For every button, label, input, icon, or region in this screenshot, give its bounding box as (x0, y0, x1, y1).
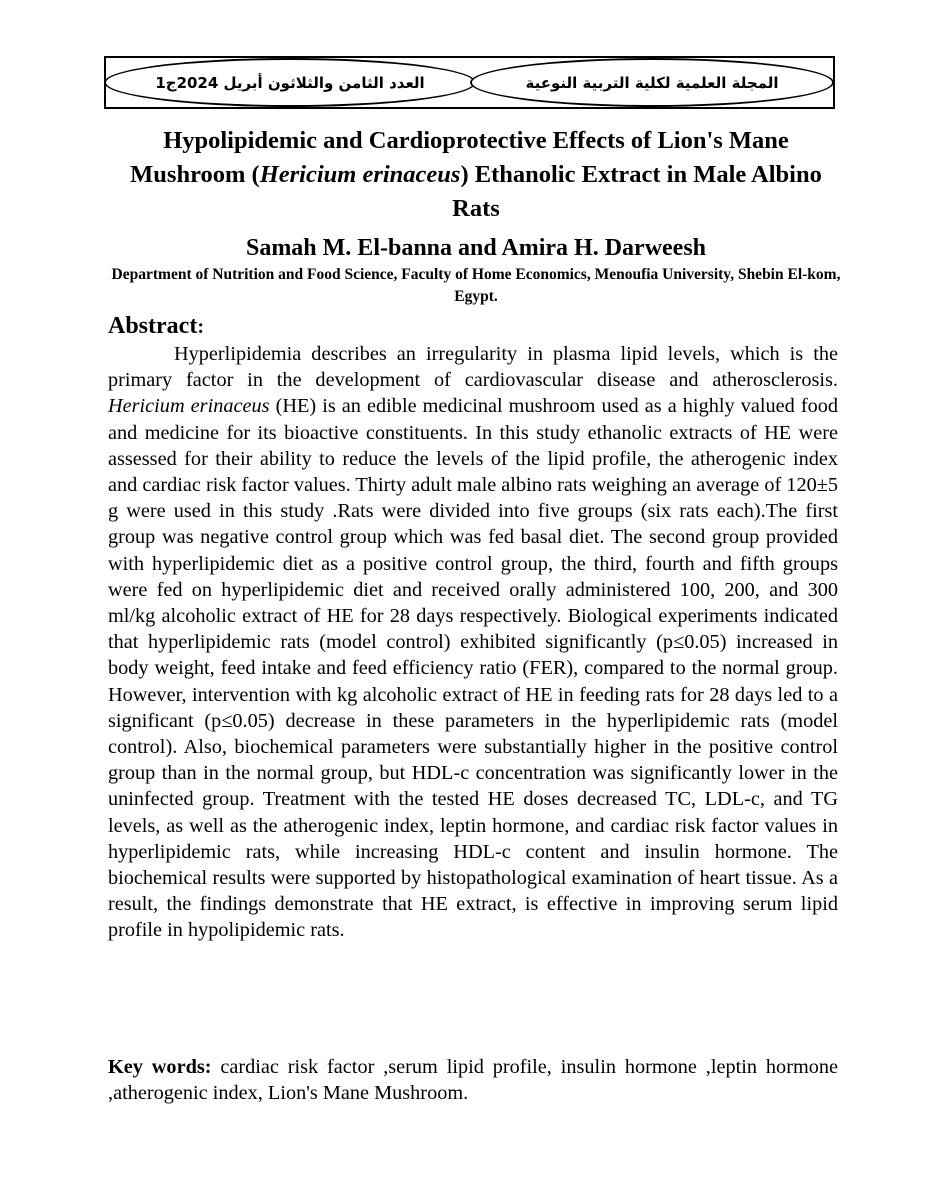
journal-name-oval (470, 58, 834, 107)
paper-title (110, 124, 842, 226)
journal-header (104, 56, 835, 109)
abstract-heading-text: Abstract (108, 313, 198, 339)
keywords-text: cardiac risk factor ,serum lipid profile, insulin hormone ,leptin hormone ,atherogenic index, Lion's Mane Mushroom. (108, 1056, 839, 1105)
abstract-heading-colon: : (197, 316, 204, 338)
title-part1: Hypolipidemic and Cardioprotective Effects of Lion's Mane Mushroom ( (130, 127, 789, 188)
abstract-body (108, 341, 838, 944)
issue-oval (104, 58, 476, 107)
affiliation: Department of Nutrition and Food Science, Faculty of Home Economics, Menoufia University, Shebin El-kom, Egypt. (111, 266, 841, 305)
abstract-part1: Hyperlipidemia describes an irregularity in plasma lipid levels, which is the primary factor in the development of cardiovascular disease and atherosclerosis. (108, 343, 838, 392)
abstract-part2: (HE) is an edible medicinal mushroom used as a highly valued food and medicine for its bioactive constituents. In this study ethanolic extracts of HE were assessed for their ability to reduce the levels of the lipid profile, the atherogenic index and cardiac risk factor values. Thirty adult male albino rats weighing an average of 120±5 g were used in this study .Rats were divided into five groups (six rats each).The first group was negative control group which was fed basal diet. The second group provided with hyperlipidemic diet as a positive control group, the third, fourth and fifth groups were fed on hyperlipidemic diet and received orally administered 100, 200, and 300 ml/kg alcoholic extract of HE for 28 days respectively. Biological experiments indicated that hyperlipidemic rats (model control) exhibited significantly (p≤0.05) increased in body weight, feed intake and feed efficiency ratio (FER), compared to the normal group. However, intervention with kg alcoholic extract of HE in feeding rats for 28 days led to a significant (p≤0.05) decrease in these parameters in the hyperlipidemic rats (model control). Also, biochemical parameters were substantially higher in the positive control group than in the normal group, but HDL-c concentration was significantly lower in the uninfected group. Treatment with the tested HE doses decreased TC, LDL-c, and TG levels, as well as the atherogenic index, leptin hormone, and cardiac risk factor values in hyperlipidemic rats, while increasing HDL-c content and insulin hormone. The biochemical results were supported by histopathological examination of heart tissue. As a result, the findings demonstrate that HE extract, is effective in improving serum lipid profile in hypolipidemic rats. (108, 395, 838, 942)
issue-label: العدد الثامن والثلاثون أبريل 2024ج1 (155, 73, 425, 92)
keywords (108, 1054, 838, 1106)
title-species: Hericium erinaceus (259, 161, 461, 188)
authors: Samah M. El-banna and Amira H. Darweesh (245, 235, 707, 261)
keywords-label: Key words: (108, 1056, 212, 1078)
abstract-species: Hericium erinaceus (108, 395, 270, 418)
journal-name-label: المجلة العلمية لكلية التربية النوعية (525, 73, 779, 92)
abstract-heading (108, 311, 204, 342)
title-part2: ) Ethanolic Extract in Male Albino Rats (452, 161, 822, 222)
